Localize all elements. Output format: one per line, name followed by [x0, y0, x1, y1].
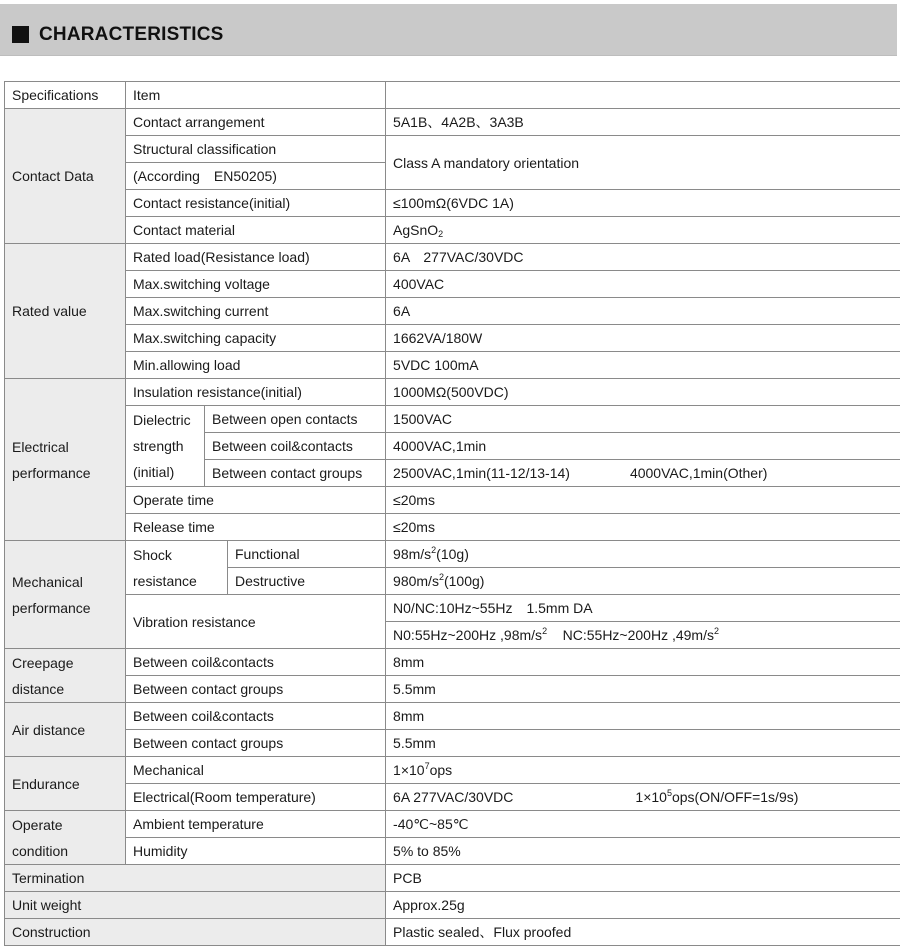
section-construction: Construction: [5, 919, 386, 946]
label-line: performance: [12, 460, 125, 486]
label-line: Creepage: [12, 650, 125, 676]
value-text: (100g): [444, 573, 484, 589]
value-cell: 400VAC: [386, 271, 900, 298]
section-air-distance: Air distance: [5, 703, 126, 757]
section-operate-condition: [5, 811, 126, 865]
label-line: Electrical: [12, 434, 125, 460]
label-line: Mechanical: [12, 569, 125, 595]
value-text: 1×10: [635, 789, 667, 805]
value-cell: ≤100mΩ(6VDC 1A): [386, 190, 900, 217]
section-title: CHARACTERISTICS: [39, 24, 224, 46]
table-row: [5, 595, 900, 622]
section-rated-value: Rated value: [5, 244, 126, 379]
value-cell: Plastic sealed、Flux proofed: [386, 919, 900, 946]
table-row: [5, 811, 900, 838]
value-cell: Class A mandatory orientation: [386, 136, 900, 190]
label-line: distance: [12, 676, 125, 702]
value-text: ops(ON/OFF=1s/9s): [672, 789, 798, 805]
label-line: Operate: [12, 812, 125, 838]
value-text: N0:55Hz~200Hz ,98m/s: [393, 627, 542, 643]
superscript: 7: [425, 761, 430, 771]
table-row: [5, 703, 900, 730]
table-row: [5, 892, 900, 919]
value-cell: 4000VAC,1min: [386, 433, 900, 460]
item-cell: Max.switching capacity: [126, 325, 386, 352]
value-cell: ≤20ms: [386, 514, 900, 541]
value-cell: 5VDC 100mA: [386, 352, 900, 379]
item-cell: Humidity: [126, 838, 386, 865]
item-cell: Min.allowing load: [126, 352, 386, 379]
item-cell: Rated load(Resistance load): [126, 244, 386, 271]
item-cell: Between coil&contacts: [126, 649, 386, 676]
value-text: 98m/s: [393, 546, 431, 562]
section-banner: [0, 4, 897, 56]
item-cell: Functional: [228, 541, 386, 568]
label-line: Dielectric: [133, 407, 204, 433]
label-line: (initial): [133, 459, 204, 485]
item-cell: (According EN50205): [126, 163, 386, 190]
characteristics-table: [4, 81, 900, 946]
value-cell: 1662VA/180W: [386, 325, 900, 352]
section-creepage-distance: [5, 649, 126, 703]
table-row: [5, 487, 900, 514]
table-row: [5, 190, 900, 217]
value-text: ops: [430, 762, 453, 778]
superscript: 2: [439, 572, 444, 582]
header-item: Item: [126, 82, 386, 109]
item-cell: Max.switching current: [126, 298, 386, 325]
table-row: [5, 784, 900, 811]
item-cell: Destructive: [228, 568, 386, 595]
item-cell: Mechanical: [126, 757, 386, 784]
item-cell: Contact material: [126, 217, 386, 244]
item-cell: Between open contacts: [205, 406, 386, 433]
table-row: [5, 757, 900, 784]
item-cell: Between contact groups: [126, 676, 386, 703]
header-value: [386, 82, 900, 109]
section-contact-data: Contact Data: [5, 109, 126, 244]
table-row: [5, 541, 900, 568]
value-cell: 1500VAC: [386, 406, 900, 433]
item-cell: Contact resistance(initial): [126, 190, 386, 217]
item-cell: Ambient temperature: [126, 811, 386, 838]
table-row: [5, 676, 900, 703]
section-mechanical-performance: [5, 541, 126, 649]
value-text: NC:55Hz~200Hz ,49m/s: [563, 627, 714, 643]
shock-resistance-cell: [126, 541, 228, 595]
item-cell: Insulation resistance(initial): [126, 379, 386, 406]
table-row: [5, 649, 900, 676]
value-text: AgSnO: [393, 222, 438, 238]
superscript: 2: [714, 626, 719, 636]
table-row: [5, 514, 900, 541]
item-cell: Contact arrangement: [126, 109, 386, 136]
value-cell: [386, 622, 900, 649]
label-line: resistance: [133, 568, 227, 594]
section-termination: Termination: [5, 865, 386, 892]
table-row: [5, 406, 900, 433]
table-row: [5, 919, 900, 946]
label-line: performance: [12, 595, 125, 621]
section-endurance: Endurance: [5, 757, 126, 811]
item-cell: Between coil&contacts: [205, 433, 386, 460]
table-row: [5, 379, 900, 406]
section-electrical-performance: [5, 379, 126, 541]
value-text: 4000VAC,1min(Other): [630, 465, 767, 481]
value-cell: [386, 541, 900, 568]
item-cell: Between contact groups: [126, 730, 386, 757]
value-cell: 8mm: [386, 703, 900, 730]
value-cell: N0/NC:10Hz~55Hz 1.5mm DA: [386, 595, 900, 622]
item-cell: Vibration resistance: [126, 595, 386, 649]
value-cell: Approx.25g: [386, 892, 900, 919]
item-line: Structural classification: [133, 141, 276, 157]
table-row: [5, 136, 900, 163]
value-cell: 5.5mm: [386, 730, 900, 757]
table-row: [5, 325, 900, 352]
value-text: (10g): [436, 546, 469, 562]
table-row: [5, 217, 900, 244]
item-cell: Release time: [126, 514, 386, 541]
header-specifications: Specifications: [5, 82, 126, 109]
table-row: [5, 730, 900, 757]
value-cell: [386, 217, 900, 244]
value-cell: 5A1B、4A2B、3A3B: [386, 109, 900, 136]
value-cell: ≤20ms: [386, 487, 900, 514]
value-cell: 8mm: [386, 649, 900, 676]
value-text: 2500VAC,1min(11-12/13-14): [393, 465, 570, 481]
superscript: 5: [667, 788, 672, 798]
value-cell: [386, 784, 900, 811]
value-cell: -40℃~85℃: [386, 811, 900, 838]
value-cell: [386, 757, 900, 784]
table-row: [5, 244, 900, 271]
label-line: strength: [133, 433, 204, 459]
value-cell: PCB: [386, 865, 900, 892]
value-cell: 1000MΩ(500VDC): [386, 379, 900, 406]
item-cell: Between contact groups: [205, 460, 386, 487]
item-cell: Operate time: [126, 487, 386, 514]
table-row: [5, 109, 900, 136]
table-header-row: [5, 82, 900, 109]
item-cell: Between coil&contacts: [126, 703, 386, 730]
table-row: [5, 865, 900, 892]
value-text: 980m/s: [393, 573, 439, 589]
square-bullet-icon: [12, 26, 29, 43]
superscript: 2: [431, 545, 436, 555]
value-cell: [386, 460, 900, 487]
label-line: Shock: [133, 542, 227, 568]
subscript: 2: [438, 229, 443, 239]
label-line: condition: [12, 838, 125, 864]
item-cell: [126, 136, 386, 163]
section-unit-weight: Unit weight: [5, 892, 386, 919]
table-row: [5, 298, 900, 325]
value-cell: 5.5mm: [386, 676, 900, 703]
value-cell: [386, 568, 900, 595]
table-row: [5, 838, 900, 865]
superscript: 2: [542, 626, 547, 636]
dielectric-strength-cell: [126, 406, 205, 487]
item-cell: Electrical(Room temperature): [126, 784, 386, 811]
value-cell: 6A: [386, 298, 900, 325]
value-cell: 5% to 85%: [386, 838, 900, 865]
item-cell: Max.switching voltage: [126, 271, 386, 298]
value-text: 1×10: [393, 762, 425, 778]
table-row: [5, 352, 900, 379]
value-text: 6A 277VAC/30VDC: [393, 789, 513, 805]
value-cell: 6A 277VAC/30VDC: [386, 244, 900, 271]
table-row: [5, 271, 900, 298]
